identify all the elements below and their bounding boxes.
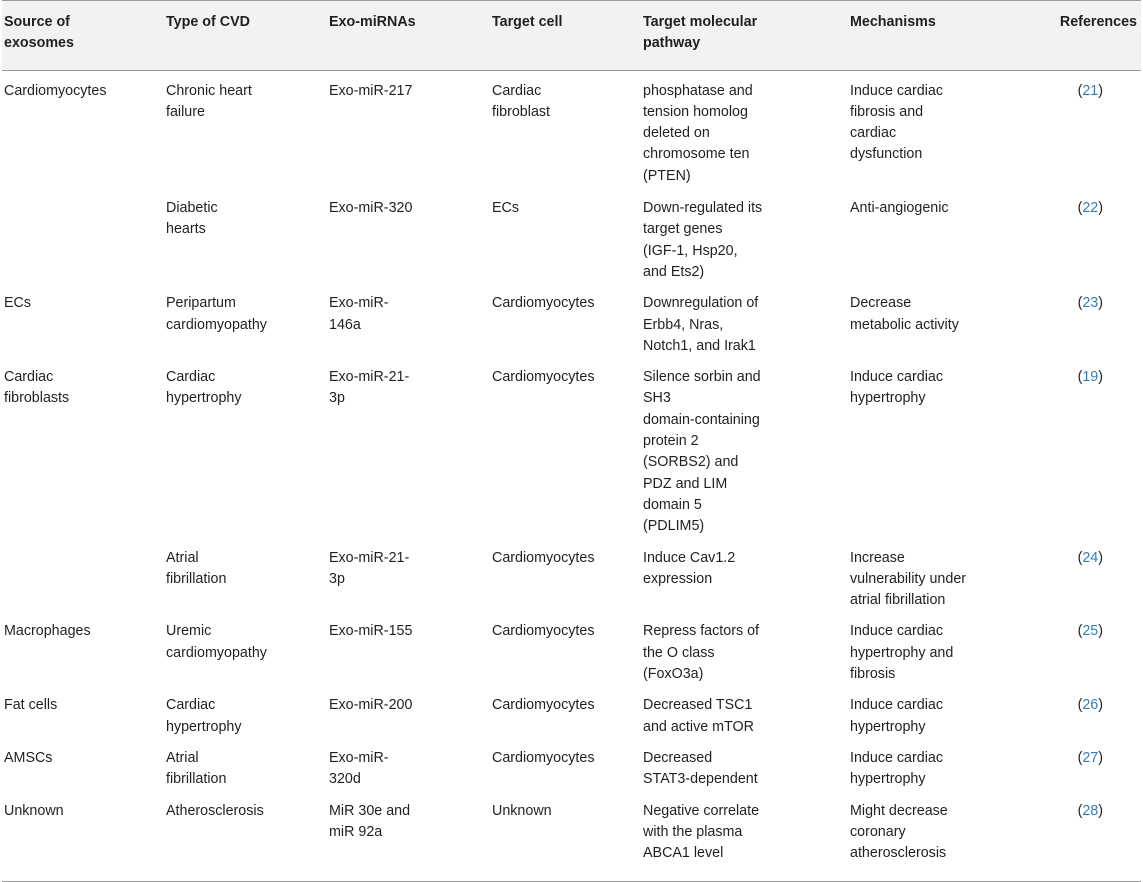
cell-mechanisms: Decrease metabolic activity [850, 295, 959, 333]
cell-target-cell: Cardiomyocytes [492, 749, 595, 766]
cell-cvd-type: Peripartum cardiomyopathy [166, 295, 267, 333]
cell-pathway: Induce Cav1.2 expression [643, 549, 736, 587]
cell-target-cell: Cardiac fibroblast [492, 82, 551, 120]
header-mechanisms: Mechanisms [850, 1, 1050, 71]
reference-open-paren: ( [1077, 623, 1083, 640]
cell-source: Cardiac fibroblasts [4, 369, 70, 407]
table-header [2, 1, 1141, 71]
cell-cvd-type: Cardiac hypertrophy [166, 697, 242, 735]
reference-link[interactable]: 26 [1082, 697, 1099, 714]
table-row [2, 795, 1141, 882]
table-row [2, 615, 1141, 689]
cell-mechanisms: Induce cardiac hypertrophy and fibrosis [850, 623, 954, 683]
cell-cvd-type: Uremic cardiomyopathy [166, 623, 267, 661]
cell-source [2, 542, 166, 616]
reference-link[interactable]: 25 [1082, 623, 1099, 640]
cell-exo-mirna: Exo-miR- 320d [329, 749, 389, 788]
cell-reference [1050, 287, 1141, 361]
table-body [2, 70, 1141, 882]
reference-link[interactable]: 24 [1082, 549, 1099, 566]
table-row [2, 287, 1141, 361]
reference-link[interactable]: 23 [1082, 295, 1099, 312]
reference-close-paren: ) [1098, 802, 1103, 819]
cell-cvd-type: Atrial fibrillation [166, 749, 227, 788]
table-row [2, 192, 1141, 287]
cell-exo-mirna: Exo-miR-21- 3p [329, 549, 410, 587]
cell-target-cell: Cardiomyocytes [492, 295, 595, 312]
cell-pathway: Negative correlate with the plasma ABCA1 level [643, 802, 760, 862]
header-mirna: Exo-miRNAs [329, 1, 492, 71]
cell-reference [1050, 742, 1141, 795]
cell-mechanisms: Anti-angiogenic [850, 200, 949, 217]
table-row [2, 361, 1141, 541]
reference-close-paren: ) [1098, 623, 1103, 640]
header-source: Source of exosomes [2, 1, 166, 71]
cell-reference [1050, 192, 1141, 287]
cell-pathway: Down-regulated its target genes (IGF-1, Hsp20, and Ets2) [643, 200, 763, 280]
cell-source: Macrophages [4, 623, 91, 640]
cell-pathway: Repress factors of the O class (FoxO3a) [643, 623, 760, 683]
cvd-exosome-table [2, 0, 1141, 882]
header-row [2, 1, 1141, 71]
cell-target-cell: Unknown [492, 802, 552, 819]
reference-link[interactable]: 28 [1082, 802, 1099, 819]
table-row [2, 542, 1141, 616]
cell-target-cell: Cardiomyocytes [492, 549, 595, 566]
header-target-cell: Target cell [492, 1, 643, 71]
cell-reference [1050, 542, 1141, 616]
header-pathway: Target molecular pathway [643, 1, 850, 71]
reference-close-paren: ) [1098, 749, 1103, 766]
cell-pathway: Downregulation of Erbb4, Nras, Notch1, and Irak1 [643, 295, 759, 354]
cell-source: Cardiomyocytes [4, 82, 107, 99]
cell-source: ECs [4, 295, 32, 312]
cell-reference [1050, 689, 1141, 742]
cell-mechanisms: Increase vulnerability under atrial fibrillation [850, 549, 967, 609]
cell-mechanisms: Induce cardiac fibrosis and cardiac dysfunction [850, 82, 943, 163]
cell-mechanisms: Might decrease coronary atherosclerosis [850, 802, 948, 862]
cell-exo-mirna: Exo-miR-217 [329, 82, 413, 99]
cell-target-cell: Cardiomyocytes [492, 623, 595, 640]
reference-open-paren: ( [1077, 82, 1083, 99]
cell-reference [1050, 70, 1141, 192]
cell-cvd-type: Atrial fibrillation [166, 549, 227, 587]
reference-link[interactable]: 22 [1082, 200, 1099, 217]
cell-reference [1050, 361, 1141, 541]
cell-pathway: Decreased TSC1 and active mTOR [643, 697, 754, 735]
cell-target-cell: ECs [492, 200, 520, 217]
cell-target-cell: Cardiomyocytes [492, 369, 595, 386]
cell-exo-mirna: Exo-miR-320 [329, 200, 413, 217]
reference-link[interactable]: 21 [1082, 82, 1099, 99]
cell-exo-mirna: Exo-miR-155 [329, 623, 413, 640]
table-row [2, 742, 1141, 795]
reference-link[interactable]: 19 [1082, 369, 1099, 386]
reference-close-paren: ) [1098, 697, 1103, 714]
cell-cvd-type: Atherosclerosis [166, 802, 264, 819]
reference-open-paren: ( [1077, 802, 1083, 819]
reference-close-paren: ) [1098, 200, 1103, 217]
header-references: References [1050, 1, 1141, 71]
cell-cvd-type: Chronic heart failure [166, 82, 252, 120]
reference-open-paren: ( [1077, 295, 1083, 312]
cell-exo-mirna: Exo-miR-21- 3p [329, 369, 410, 407]
cell-target-cell: Cardiomyocytes [492, 697, 595, 714]
cell-exo-mirna: Exo-miR- 146a [329, 295, 389, 333]
cell-pathway: phosphatase and tension homolog deleted on chromosome ten (PTEN) [643, 82, 753, 184]
reference-close-paren: ) [1098, 549, 1103, 566]
cell-source: Fat cells [4, 697, 58, 714]
reference-open-paren: ( [1077, 749, 1083, 766]
reference-open-paren: ( [1077, 697, 1083, 714]
table-row [2, 689, 1141, 742]
reference-close-paren: ) [1098, 82, 1103, 99]
reference-close-paren: ) [1098, 369, 1103, 386]
cell-mechanisms: Induce cardiac hypertrophy [850, 697, 943, 735]
cell-pathway: Silence sorbin and SH3 domain-containing protein 2 (SORBS2) and PDZ and LIM domain 5 (PDLIM5) [643, 369, 761, 535]
cell-exo-mirna: MiR 30e and miR 92a [329, 802, 411, 840]
cell-source [2, 192, 166, 287]
cell-cvd-type: Cardiac hypertrophy [166, 369, 242, 407]
reference-open-paren: ( [1077, 200, 1083, 217]
cell-cvd-type: Diabetic hearts [166, 200, 218, 238]
cell-exo-mirna: Exo-miR-200 [329, 697, 413, 714]
cell-pathway: Decreased STAT3-dependent [643, 749, 758, 788]
cell-reference [1050, 615, 1141, 689]
cell-reference [1050, 795, 1141, 882]
reference-link[interactable]: 27 [1082, 749, 1099, 766]
cell-source: Unknown [4, 802, 64, 819]
header-type: Type of CVD [166, 1, 329, 71]
cell-mechanisms: Induce cardiac hypertrophy [850, 369, 943, 407]
cell-mechanisms: Induce cardiac hypertrophy [850, 749, 943, 788]
reference-close-paren: ) [1098, 295, 1103, 312]
table-row [2, 70, 1141, 192]
cell-source: AMSCs [4, 749, 53, 766]
reference-open-paren: ( [1077, 549, 1083, 566]
reference-open-paren: ( [1077, 369, 1083, 386]
